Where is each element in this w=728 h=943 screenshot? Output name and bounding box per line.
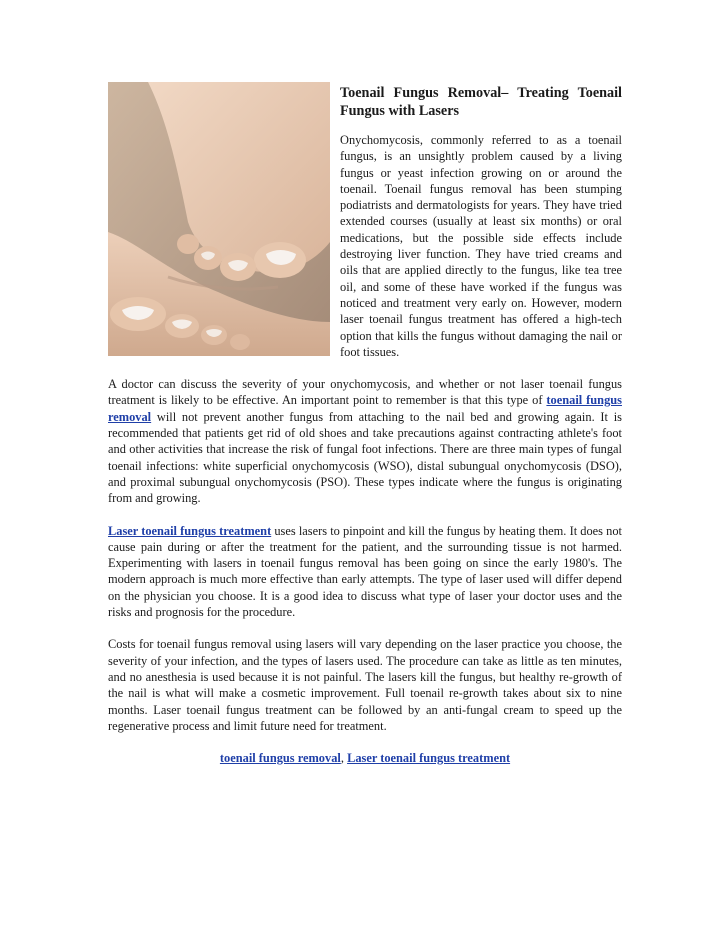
article-title: Toenail Fungus Removal– Treating Toenail Fungus with Lasers bbox=[340, 85, 622, 119]
paragraph-doctor bbox=[108, 376, 622, 506]
tag-toenail-fungus-removal[interactable]: toenail fungus removal bbox=[219, 751, 341, 766]
paragraph-laser-text: uses lasers to pinpoint and kill the fungus by heating them. It does not cause pain during or after the treatment for the patient, and the surrounding tissue is not harmed. Experimenting with lasers in toenail fungus removal has been going on since the early 1980's. The modern approach is much more effective than early attempts. The type of laser used will differ depend on the physician you choose. It is a good idea to discuss what type of laser your doctor uses and the risks and prognosis for the procedure. bbox=[108, 523, 622, 620]
article bbox=[108, 80, 622, 766]
paragraph-intro: Onychomycosis, commonly referred to as a toenail fungus, is an unsightly problem caused by a living fungus or yeast infection growing on or around the toenail. Toenail fungus removal has been stumping podiatrists and dermatologists for years. They have tried extended courses (usually at least six months) or oral medications, but the possible side effects include destroying liver function. They have tried creams and oils that are applied directly to the fungus, like tea tree oil, and some of these have worked if the fungus was noticed and treatment very early on. However, modern laser toenail fungus treatment has offered a high-tech option that kills the fungus without damaging the nail or foot tissues. bbox=[340, 133, 622, 359]
paragraph-doctor-text-a: A doctor can discuss the severity of your onychomycosis, and whether or not laser toenail fungus treatment is likely to be effective. An important point to remember is that this type of bbox=[108, 377, 622, 408]
tag-separator: , bbox=[340, 751, 344, 766]
tag-laser-toenail-fungus-treatment[interactable]: Laser toenail fungus treatment bbox=[347, 751, 511, 766]
paragraph-costs: Costs for toenail fungus removal using lasers will vary depending on the laser practice you choose, the severity of your infection, and the types of lasers used. The procedure can take as little as ten minutes, and no anesthesia is used because it is not painful. The lasers kill the fungus, but healthy re-growth of the nail is what will make a cosmetic improvement. Full toenail re-growth takes about six to nine months. Laser toenail fungus treatment can be followed by an anti-fungal cream to speed up the regenerative process and limit future need for treatment. bbox=[108, 637, 622, 733]
toenail-fungus-removal-link[interactable]: toenail fungus removal bbox=[108, 393, 622, 424]
tag-links bbox=[108, 750, 622, 766]
feet-illustration-icon bbox=[108, 82, 330, 356]
paragraph-laser bbox=[108, 523, 622, 621]
feet-photo bbox=[108, 82, 330, 356]
laser-toenail-fungus-treatment-link[interactable]: Laser toenail fungus treatment bbox=[108, 523, 272, 538]
paragraph-doctor-text-b: will not prevent another fungus from attaching to the nail bed and growing again. It is recommended that patients get rid of old shoes and take precautions against contracting athlete's foot and other activities that increase the risk of fungal foot infections. There are three main types of fungal toenail infections: white superficial onychomycosis (WSO), distal subungual onychomycosis (DSO), and proximal subungual onychomycosis (PSO). These types indicate where the fungus is originating from and growing. bbox=[108, 409, 622, 506]
